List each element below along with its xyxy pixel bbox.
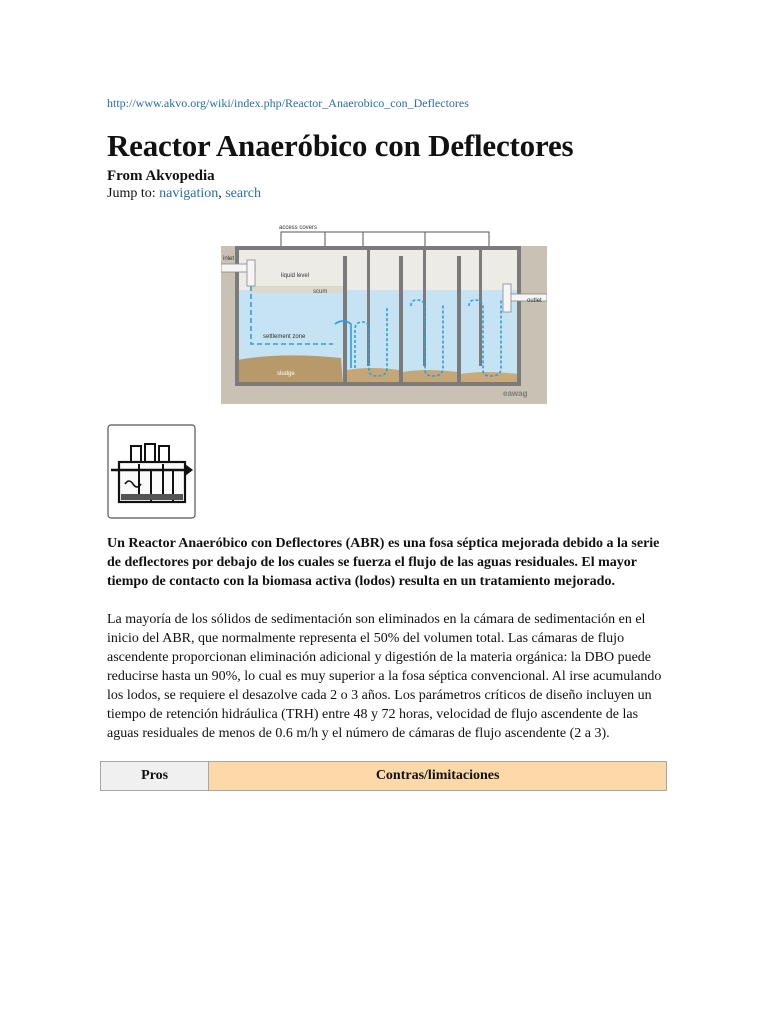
- sludge-label: sludge: [277, 371, 295, 377]
- search-link[interactable]: search: [225, 186, 261, 201]
- outlet-label: outlet: [527, 298, 542, 304]
- body-paragraph: La mayoría de los sólidos de sedimentación son eliminados en la cámara de sedimentación en el inicio del ABR, que normalmente representa el 50% del volumen total. Las cámaras de flujo ascendente proporcionan eliminación adicional y digestión de la materia orgánica: la DBO puede reducirse hasta un 90%, lo cual es muy superior a la fosa séptica convencional. Al irse acumulando los lodos, se requiere el desazolve cada 2 o 3 años. Los parámetros críticos de diseño incluyen un tiempo de retención hidráulica (TRH) entre 48 y 72 horas, velocidad de flujo ascendente de las aguas residuales de menos de 0.6 m/h y el número de cámaras de flujo ascendente (2 a 3).: [107, 612, 662, 741]
- inlet-label: inlet: [223, 256, 235, 262]
- cons-header: Contras/limitaciones: [209, 762, 667, 791]
- sludge-chamber-3: [403, 370, 457, 384]
- baffle-wall-1: [343, 256, 347, 384]
- hanging-baffle-3: [479, 248, 482, 366]
- scum-label: scum: [313, 289, 328, 295]
- page-source-subtitle: From Akvopedia: [107, 168, 215, 184]
- inlet-tee: [247, 260, 255, 286]
- abr-pictogram-icon: [107, 424, 196, 519]
- source-url-link[interactable]: http://www.akvo.org/wiki/index.php/Reactor_Anaerobico_con_Deflectores: [107, 96, 469, 110]
- scum-layer: [251, 286, 343, 293]
- liquid-level-label: liquid level: [281, 273, 310, 279]
- page-title: Reactor Anaeróbico con Deflectores: [107, 128, 574, 163]
- table-header-row: [101, 762, 667, 791]
- access-covers-label: access covers: [279, 225, 318, 231]
- pros-header: Pros: [101, 762, 209, 791]
- jump-to-nav: [107, 186, 261, 202]
- navigation-link[interactable]: navigation: [159, 186, 219, 201]
- jump-to-prefix: Jump to:: [107, 186, 160, 201]
- pros-cons-table: [100, 761, 667, 791]
- pictogram-sludge: [121, 494, 183, 500]
- abr-diagram: [221, 220, 547, 404]
- baffle-wall-2: [399, 256, 403, 384]
- outlet-tee: [503, 284, 511, 312]
- settlement-zone-label: settlement zone: [263, 334, 306, 340]
- eawag-credit: eawag: [503, 389, 528, 398]
- baffle-wall-3: [457, 256, 461, 384]
- sludge-chamber-2: [347, 368, 399, 384]
- jump-separator: ,: [218, 186, 226, 201]
- intro-paragraph: Un Reactor Anaeróbico con Deflectores (ABR) es una fosa séptica mejorada debido a la serie de deflectores por debajo de los cuales se fuerza el flujo de las aguas residuales. El mayor tiempo de contacto con la biomasa activa (lodos) resulta en un tratamiento mejorado.: [107, 536, 660, 589]
- sludge-settlement-chamber: [237, 355, 343, 384]
